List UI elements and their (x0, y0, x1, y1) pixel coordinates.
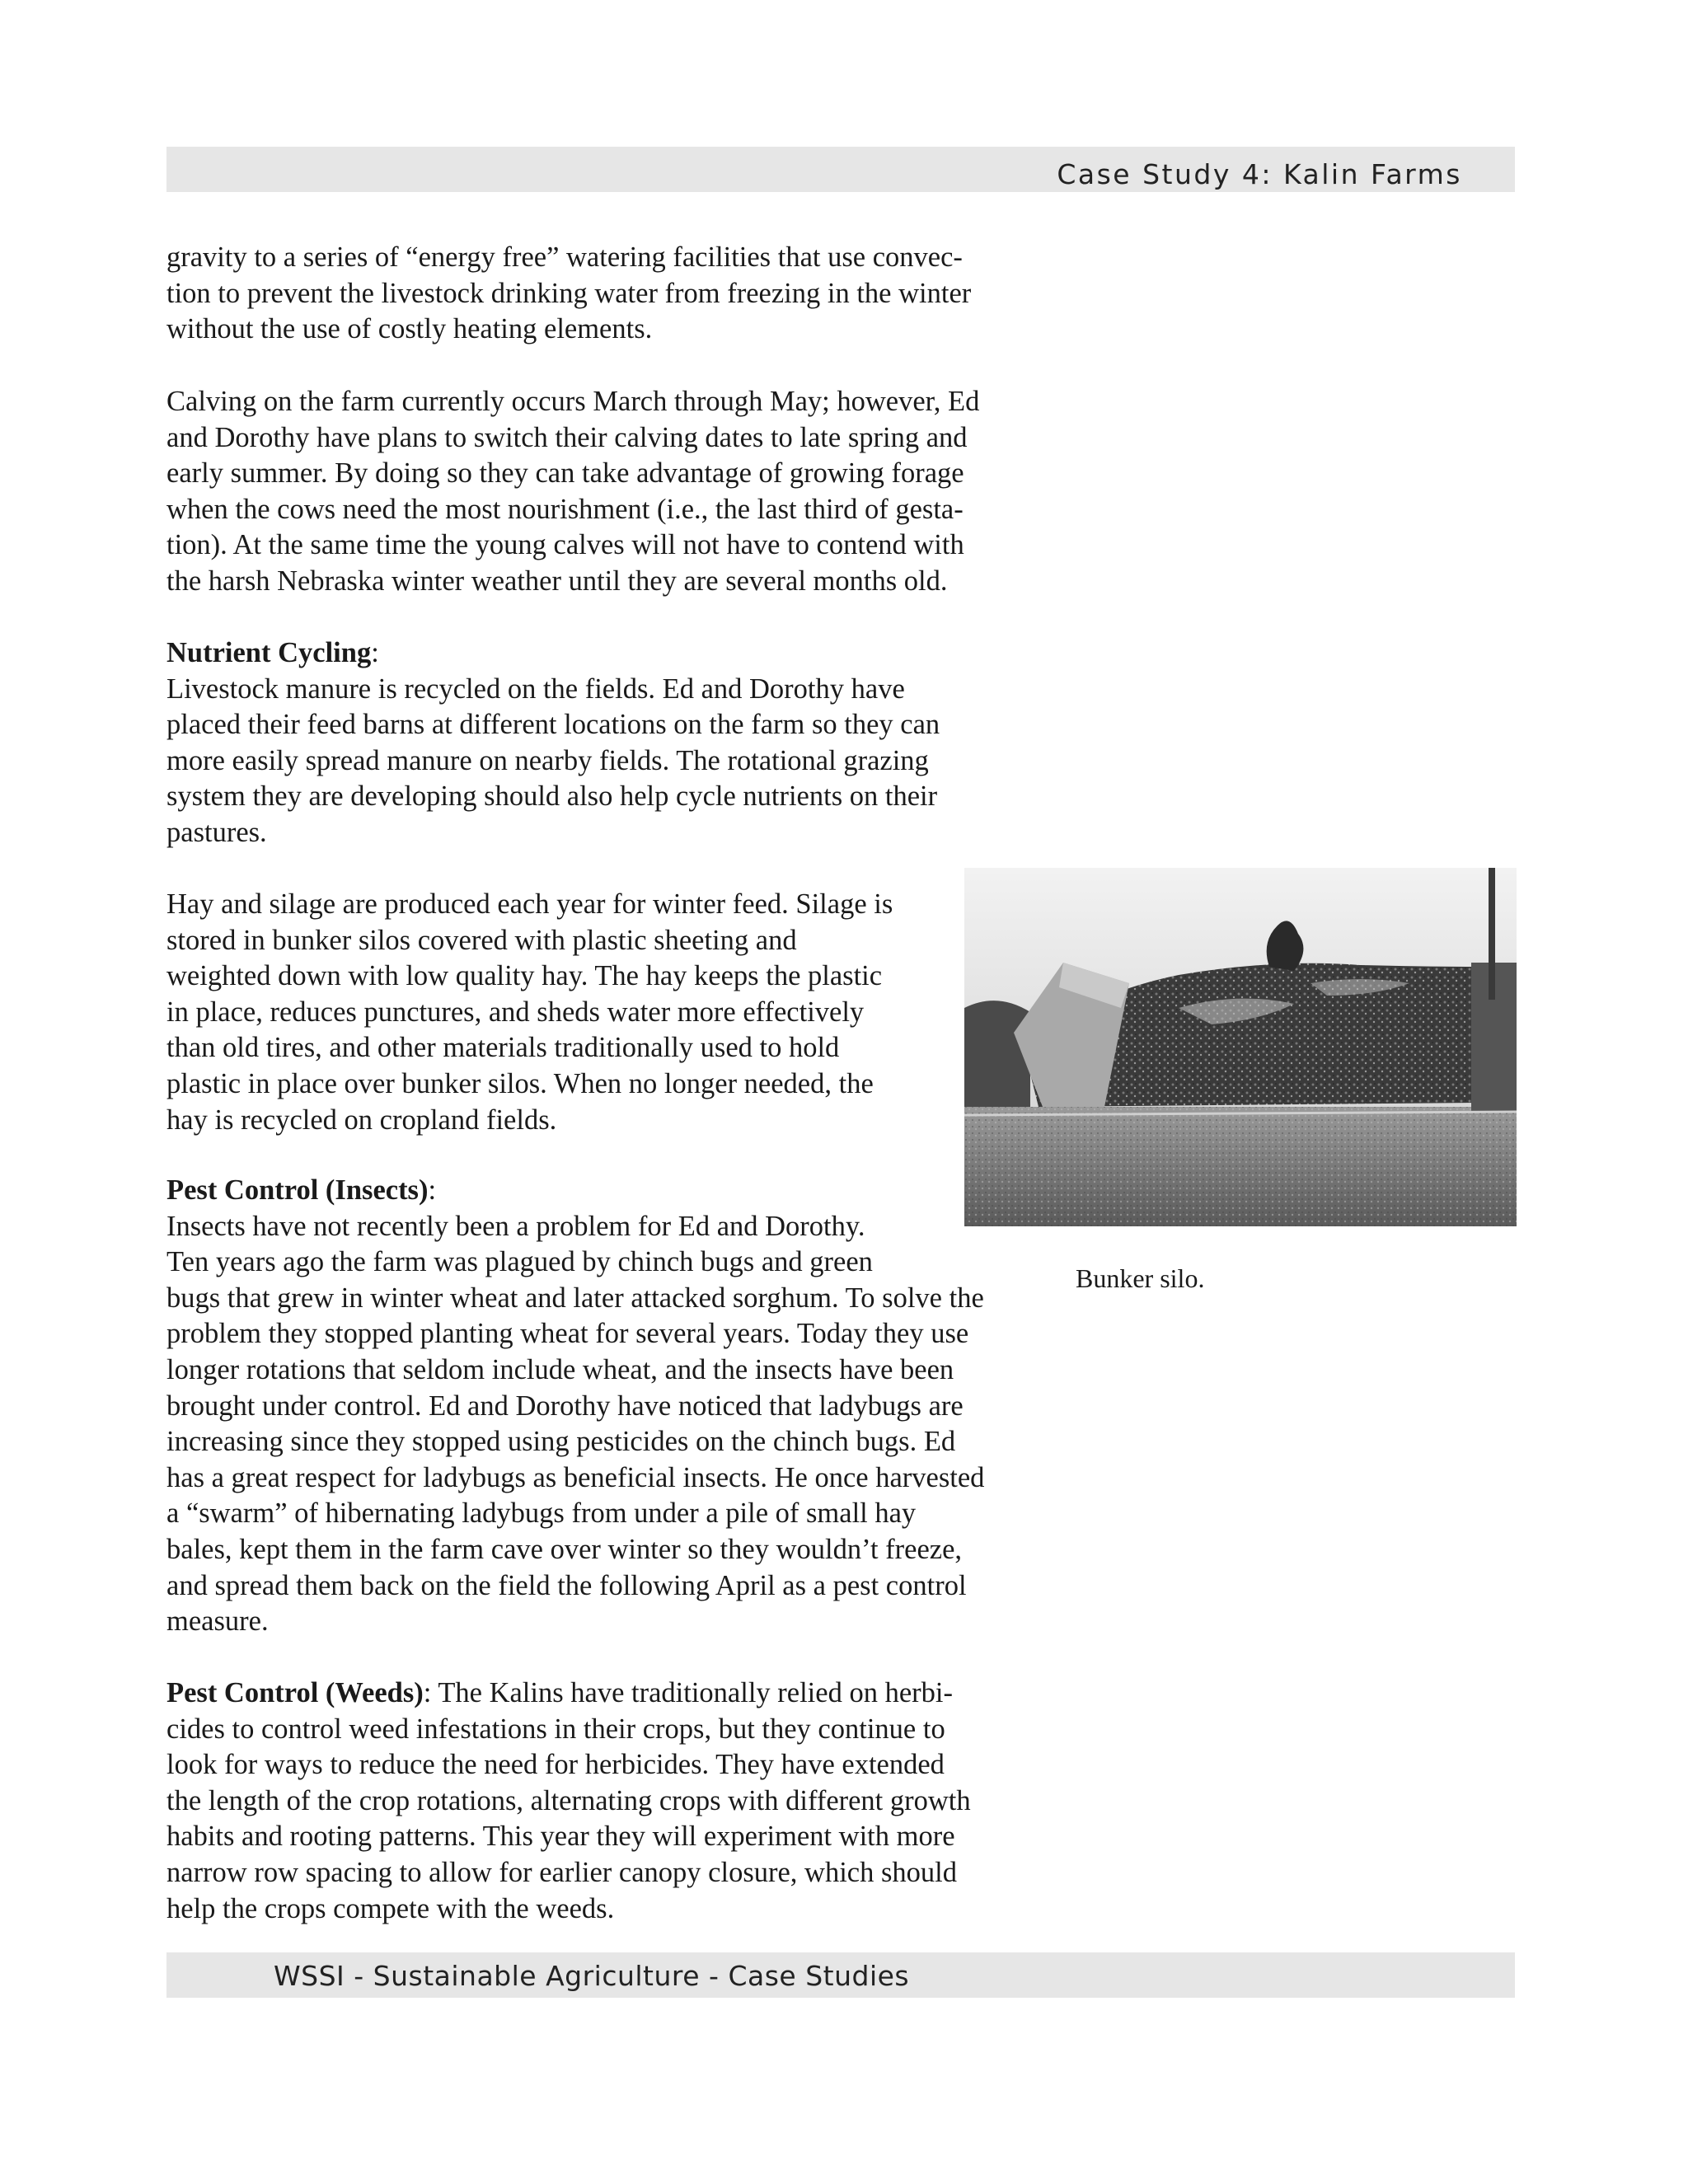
text-line: measure. (166, 1605, 269, 1638)
paragraph-hay-silage (166, 887, 893, 1138)
text-line: help the crops compete with the weeds. (166, 1892, 615, 1924)
text-line: tion). At the same time the young calves will not have to contend with (166, 529, 964, 561)
text-line: without the use of costly heating elements. (166, 313, 653, 345)
text-line: problem they stopped planting wheat for several years. Today they use (166, 1318, 969, 1350)
text-line: plastic in place over bunker silos. When no longer needed, the (166, 1067, 874, 1099)
paragraph-watering (166, 240, 971, 348)
footer-text: WSSI - Sustainable Agriculture - Case Studies (274, 1960, 910, 1992)
text-line: more easily spread manure on nearby fields. The rotational grazing (166, 744, 929, 776)
text-line: habits and rooting patterns. This year they will experiment with more (166, 1821, 955, 1853)
section-heading: Pest Control (Insects) (166, 1174, 429, 1206)
text-line: increasing since they stopped using pesticides on the chinch bugs. Ed (166, 1426, 956, 1458)
section-heading: Nutrient Cycling (166, 637, 372, 668)
text-line: cides to control weed infestations in their crops, but they continue to (166, 1713, 945, 1745)
section-heading: Pest Control (Weeds) (166, 1677, 424, 1708)
text-line: bales, kept them in the farm cave over winter so they wouldn’t freeze, (166, 1533, 963, 1565)
text-line: Livestock manure is recycled on the fields. Ed and Dorothy have (166, 673, 905, 705)
header-bar (166, 147, 1515, 192)
text-line: bugs that grew in winter wheat and later attacked sorghum. To solve the (166, 1282, 984, 1314)
figure-caption: Bunker silo. (1076, 1263, 1205, 1293)
text-line: look for ways to reduce the need for herbicides. They have extended (166, 1749, 945, 1781)
text-line: brought under control. Ed and Dorothy have noticed that ladybugs are (166, 1390, 964, 1422)
text-line: system they are developing should also help cycle nutrients on their (166, 780, 938, 813)
footer-bar (166, 1952, 1515, 1998)
text-line: when the cows need the most nourishment (i.e., the last third of gesta- (166, 493, 964, 525)
bunker-silo-photo (964, 868, 1517, 1226)
text-line: a “swarm” of hibernating ladybugs from under a pile of small hay (166, 1497, 917, 1530)
text-line: weighted down with low quality hay. The hay keeps the plastic (166, 960, 883, 992)
text-line: Calving on the farm currently occurs March through May; however, Ed (166, 386, 980, 417)
text-line: tion to prevent the livestock drinking water from freezing in the winter (166, 277, 972, 309)
text-line: has a great respect for ladybugs as beneficial insects. He once harvested (166, 1461, 985, 1493)
text-line: early summer. By doing so they can take advantage of growing forage (166, 457, 964, 490)
text-line: Hay and silage are produced each year for winter feed. Silage is (166, 888, 893, 920)
text-line: the harsh Nebraska winter weather until they are several months old. (166, 565, 948, 597)
text-line: in place, reduces punctures, and sheds water more effectively (166, 996, 865, 1028)
header-title: Case Study 4: Kalin Farms (1057, 158, 1462, 190)
paragraph-calving (166, 384, 979, 600)
section-pest-insects: Pest Control (Insects): Insects have not recently been a problem for Ed and Dorothy. Ten years ago the farm was plagued by chinch bugs and green bugs that grew in winter wheat and later attacked sorghum. To solve the problem they stopped planting wheat for several years. Today they use longer rotations that seldom include wheat, and the insects have been brought under control. Ed and Dorothy have noticed that ladybugs are increasing since they stopped using pesticides on the chinch bugs. Ed has a great respect for ladybugs as beneficial insects. He once harvested a “swarm” of hibernating ladybugs from under a pile of small hay bales, kept them in the farm cave over winter so they wouldn’t freeze, and spread them back on the field the following April as a pest control measure. (166, 1174, 985, 1638)
section-nutrient-cycling: Nutrient Cycling: Livestock manure is recycled on the fields. Ed and Dorothy have placed their feed barns at different locations on the farm so they can more easily spread manure on nearby fields. The rotational grazing system they are developing should also help cycle nutrients on their pastures. (166, 637, 940, 848)
text-line: the length of the crop rotations, alternating crops with different growth (166, 1784, 971, 1816)
text-line: placed their feed barns at different locations on the farm so they can (166, 709, 940, 741)
text-line: Insects have not recently been a problem for Ed and Dorothy. (166, 1210, 865, 1242)
text-line: pastures. (166, 816, 267, 848)
text-line: than old tires, and other materials traditionally used to hold (166, 1032, 840, 1064)
text-line: and spread them back on the field the following April as a pest control (166, 1569, 967, 1601)
text-line: and Dorothy have plans to switch their calving dates to late spring and (166, 421, 968, 453)
text-line: longer rotations that seldom include wheat, and the insects have been (166, 1353, 954, 1385)
section-pest-weeds: Pest Control (Weeds): The Kalins have traditionally relied on herbi- cides to control weed infestations in their crops, but they continue to look for ways to reduce the need for herbicides. They have extended the length of the crop rotations, alternating crops with different growth habits and rooting patterns. This year they will experiment with more narrow row spacing to allow for earlier canopy closure, which should help the crops compete with the weeds. (166, 1677, 971, 1924)
text-line: hay is recycled on cropland fields. (166, 1104, 557, 1136)
text-line: stored in bunker silos covered with plastic sheeting and (166, 924, 797, 956)
text-line: narrow row spacing to allow for earlier canopy closure, which should (166, 1856, 957, 1888)
text-line: Ten years ago the farm was plagued by chinch bugs and green (166, 1246, 873, 1278)
text-line: gravity to a series of “energy free” watering facilities that use convec- (166, 241, 963, 273)
